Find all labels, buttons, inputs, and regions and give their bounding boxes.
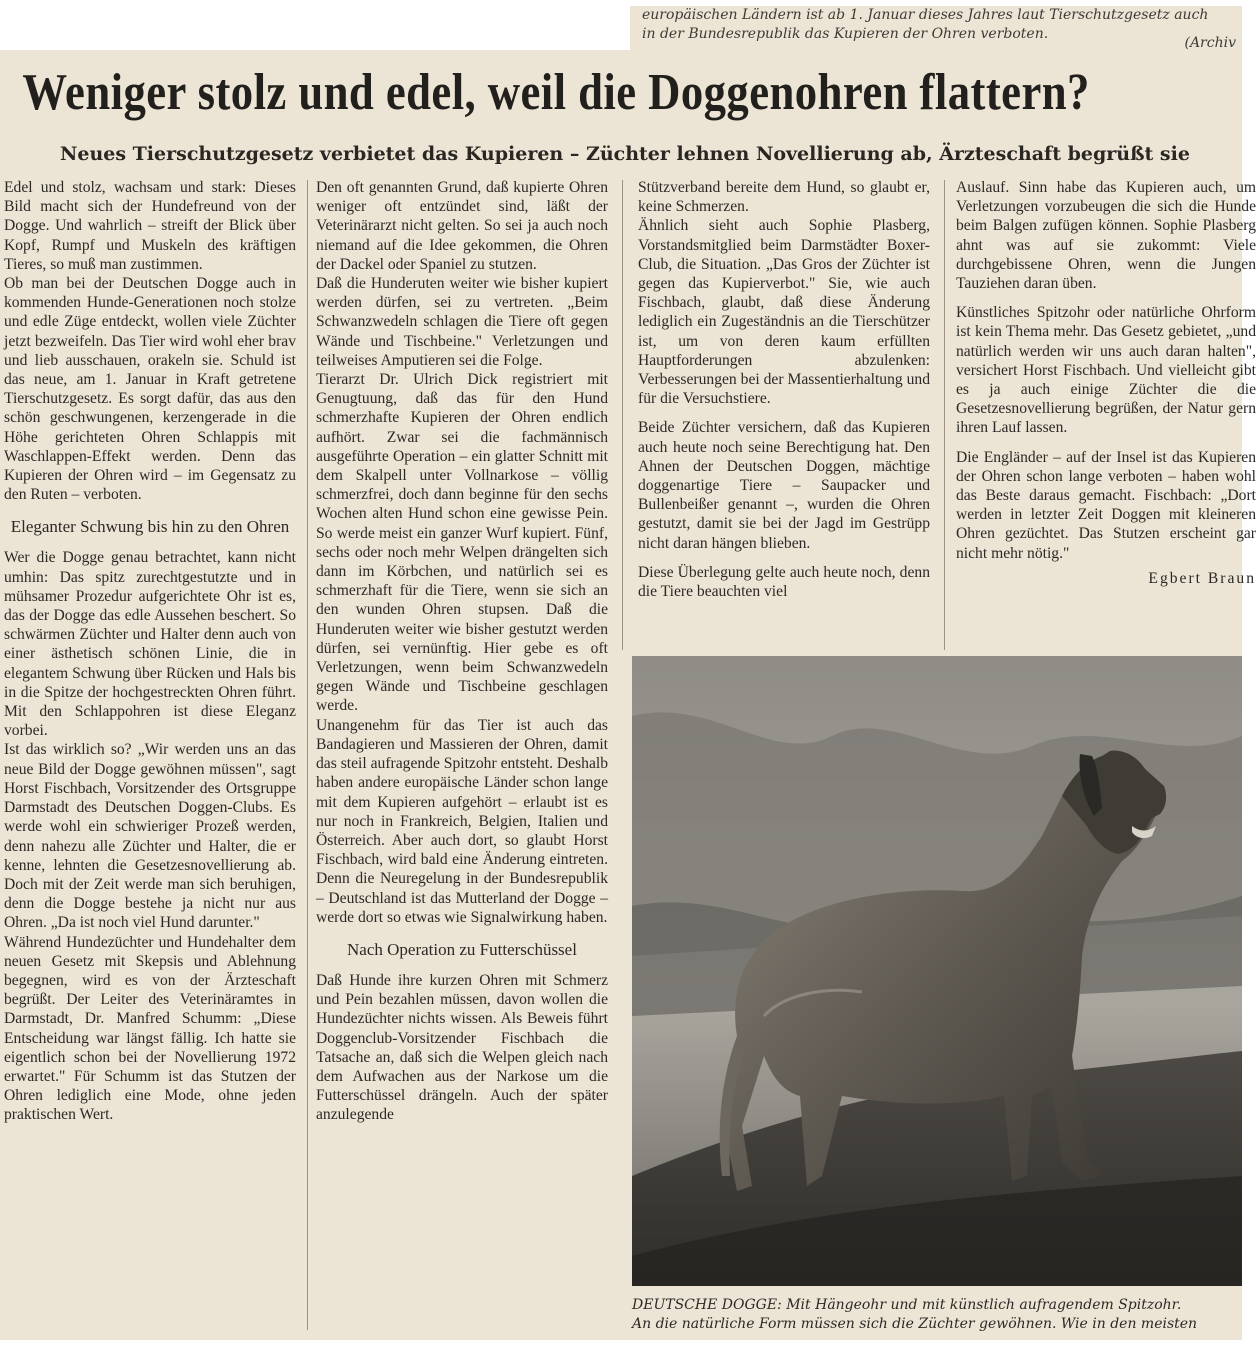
subheadline: Neues Tierschutzgesetz verbietet das Kupieren – Züchter lehnen Novellierung ab, Ärzteschaft begrüßt sie <box>60 143 1190 165</box>
col2-subheading: Nach Operation zu Futterschüssel <box>347 939 577 959</box>
col3-paragraph-1: Stützverband bereite dem Hund, so glaubt er, keine Schmerzen. <box>638 179 930 216</box>
col4-paragraph-2: Künstliches Spitzohr oder natürliche Ohrform ist kein Thema mehr. Das Gesetz gebietet, „und natürlich werden wir uns auch daran halten", versichert Horst Fischbach. Und vielleicht gibt es ja auch einige Züchter die die Gesetzesnovellierung begrüßen, der Natur gern ihren Lauf lassen. <box>956 304 1256 437</box>
article-author: Egbert Braun <box>1148 569 1256 587</box>
col3-paragraph-4: Diese Überlegung gelte auch heute noch, denn die Tiere beauchten viel <box>638 563 930 601</box>
col1-paragraph-5: Während Hundezüchter und Hundehalter dem neuen Gesetz mit Skepsis und Ablehnung begegnen, wird es von der Ärzteschaft begrüßt. Der Leiter des Veterinäramtes in Darmstadt, Dr. Manfred Schumm: „Diese Entscheidung war längst fällig. Ich hatte sie eigentlich schon bei der Novellierung 1972 erwartet." Für Schumm ist das Stutzen der Ohren lediglich eine Mode, ohne jeden praktischen Wert. <box>4 933 296 1124</box>
col3-paragraph-3: Beide Züchter versichern, daß das Kupieren auch heute noch seine Berechtigung hat. Den Ahnen der Deutschen Doggen, mächtige doggenartige Tiere – Saupacker und Bullenbeißer genannt –, wurden die Ohren gestutzt, damit sie bei der Jagd im Gestrüpp nicht daran hängen blieben. <box>638 419 930 552</box>
col2-paragraph-3: Tierarzt Dr. Ulrich Dick registriert mit Genugtuung, daß das für den Hund schmerzhafte Kupieren der Ohren endlich aufhört. Zwar sei die fachmännisch ausgeführte Operation – ein glatter Schnitt mit dem Skalpell unter Vollnarkose – völlig schmerzfrei, doch dann beginne für den sechs Wochen alten Hund schon eine gewisse Pein. So werde meist ein ganzer Wurf kupiert. Fünf, sechs oder noch mehr Welpen drängelten sich dann im Körbchen, und natürlich sei es schmerzhaft für die Tiere, wenn sie sich an den wunden Ohren stupsen. Daß die Hunderuten weiter wie bisher gestutzt werden dürfen, sei vernünftig. Hier gebe es oft Verletzungen, wenn beim Schwanzwedeln gegen Wände und Tischbeine geschlagen werde. <box>316 371 608 715</box>
col3-paragraph-2: Ähnlich sieht auch Sophie Plasberg, Vorstandsmitglied beim Darmstädter Boxer-Club, die Situation. „Das Gros der Züchter ist gegen das Kupierverbot." Sie, wie auch Fischbach, glaubt, daß diese Änderung lediglich ein Zugeständnis an die Tierschützer ist, um von deren kaum erfüllten Hauptforderungen abzulenken: Verbesserungen bei der Massentierhaltung und für die Versuchstiere. <box>638 217 930 408</box>
col1-paragraph-1: Edel und stolz, wachsam und stark: Dieses Bild macht sich der Hundefreund von der Dogge. Und wahrlich – streift der Blick über Kopf, Rumpf und Muskeln des kräftigen Tieres, so muß man zustimmen. <box>4 179 296 273</box>
photo-caption-line-1: DEUTSCHE DOGGE: Mit Hängeohr und mit künstlich aufragendem Spitzohr. <box>632 1297 1182 1313</box>
article-column-3 <box>638 178 930 601</box>
great-dane-photo <box>632 656 1242 1286</box>
photo-caption-line-2: An die natürliche Form müssen sich die Züchter gewöhnen. Wie in den meisten <box>632 1316 1198 1332</box>
col1-paragraph-4: Ist das wirklich so? „Wir werden uns an das neue Bild der Dogge gewöhnen müssen", sagt Horst Fischbach, Vorsitzender des Ortsgruppe Darmstadt des Deutschen Doggen-Clubs. Es werde wohl ein schwieriger Prozeß werden, denn nahezu alle Züchter und Halter, die er kenne, lehnten die Gesetzesnovellierung ab. Doch mit der Zeit werde man sich beruhigen, denn die Dogge bestehe ja nicht nur aus Ohren. „Da ist noch viel Hund darunter." <box>4 741 296 932</box>
photo-caption <box>632 1296 1242 1334</box>
col1-paragraph-3: Wer die Dogge genau betrachtet, kann nicht umhin: Das spitz zurechtgestutzte und in mühsamer Prozedur aufgerichtete Ohr ist es, das der Dogge das edle Aussehen beschert. So schwärmen Züchter und Halter denn auch von einer ästhetisch schönen Linie, die in elegantem Schwung über Rücken und Hals bis in die Spitze der hochgestreckten Ohren führt. Mit den Schlappohren ist diese Eleganz vorbei. <box>4 549 296 740</box>
col2-paragraph-4: Unangenehm für das Tier ist auch das Bandagieren und Massieren der Ohren, damit das steil aufragende Spitzohr entsteht. Deshalb haben andere europäische Länder schon lange mit dem Kupieren aufgehört – erlaubt ist es nur noch in Frankreich, Belgien, Italien und Österreich. Aber auch dort, so glaubt Horst Fischbach, wird bald eine Änderung eintreten. Denn die Neuregelung in der Bundesrepublik – Deutschland ist das Mutterland der Dogge – werde dort so etwas wie Signalwirkung haben. <box>316 716 608 926</box>
column-rule-1 <box>307 180 308 1330</box>
col2-paragraph-2: Daß die Hunderuten weiter wie bisher kupiert werden dürfen, sei zu vertreten. „Beim Schwanzwedeln schlagen die Tiere oft gegen Wände und Tischbeine." Verletzungen und teilweises Amputieren sei die Folge. <box>316 275 608 369</box>
top-photo-caption <box>630 6 1242 56</box>
article-column-4 <box>956 178 1256 588</box>
col2-paragraph-1: Den oft genannten Grund, daß kupierte Ohren weniger oft entzündet sind, läßt der Veterinärarzt nicht gelten. So sei ja auch noch niemand auf die Idee gekommen, die Ohren der Dackel oder Spaniel zu stutzen. <box>316 179 608 273</box>
column-rule-2 <box>622 180 623 650</box>
top-caption-line-2: in der Bundesrepublik das Kupieren der Ohren verboten. <box>642 26 1049 42</box>
top-caption-credit: (Archiv <box>1184 35 1236 51</box>
top-caption-line-1: europäischen Ländern ist ab 1. Januar dieses Jahres laut Tierschutzgesetz auch <box>642 7 1209 23</box>
headline: Weniger stolz und edel, weil die Doggenohren flattern? <box>22 64 1090 121</box>
col2-paragraph-5: Daß Hunde ihre kurzen Ohren mit Schmerz und Pein bezahlen müssen, davon wollen die Hundezüchter nichts wissen. Als Beweis führt Doggenclub-Vorsitzender Fischbach die Tatsache an, daß sich die Welpen gleich nach dem Aufwachen aus der Narkose um die Futterschüssel drängeln. Auch der später anzulegende <box>316 971 608 1124</box>
great-dane-photo-graphic <box>632 656 1242 1286</box>
article-column-2 <box>316 178 608 1125</box>
col1-subheading: Eleganter Schwung bis hin zu den Ohren <box>10 517 290 537</box>
col4-paragraph-1: Auslauf. Sinn habe das Kupieren auch, um Verletzungen vorzubeugen die sich die Hunde beim Balgen zufügen können. Sophie Plasberg ahnt was auf sie zukommt: Viele durchgebissene Ohren, wenn die Jungen Tauziehen daran üben. <box>956 179 1256 293</box>
col4-paragraph-3: Die Engländer – auf der Insel ist das Kupieren der Ohren schon lange verboten – haben wohl das Beste daraus gemacht. Fischbach: „Dort werden in letzter Zeit Doggen mit kleineren Ohren gezüchtet. Das Stutzen erscheint gar nicht mehr nötig." <box>956 448 1256 562</box>
article-column-1 <box>4 178 296 1125</box>
col1-paragraph-2: Ob man bei der Deutschen Dogge auch in kommenden Hunde-Generationen noch stolze und edle Züge entdeckt, wollen viele Züchter jetzt bezweifeln. Das Tier wird wohl eher brav und lieb ausschauen, orakeln sie. Schuld ist das neue, am 1. Januar in Kraft getretene Tierschutzgesetz. Es sorgt dafür, das aus den schön geschwungenen, kerzengerade in die Höhe gerichteten Ohren Schlappis mit Waschlappen-Effekt werden. Denn das Kupieren der Ohren wird – im Gegensatz zu den Ruten – verboten. <box>4 275 296 504</box>
column-rule-3 <box>944 180 945 650</box>
